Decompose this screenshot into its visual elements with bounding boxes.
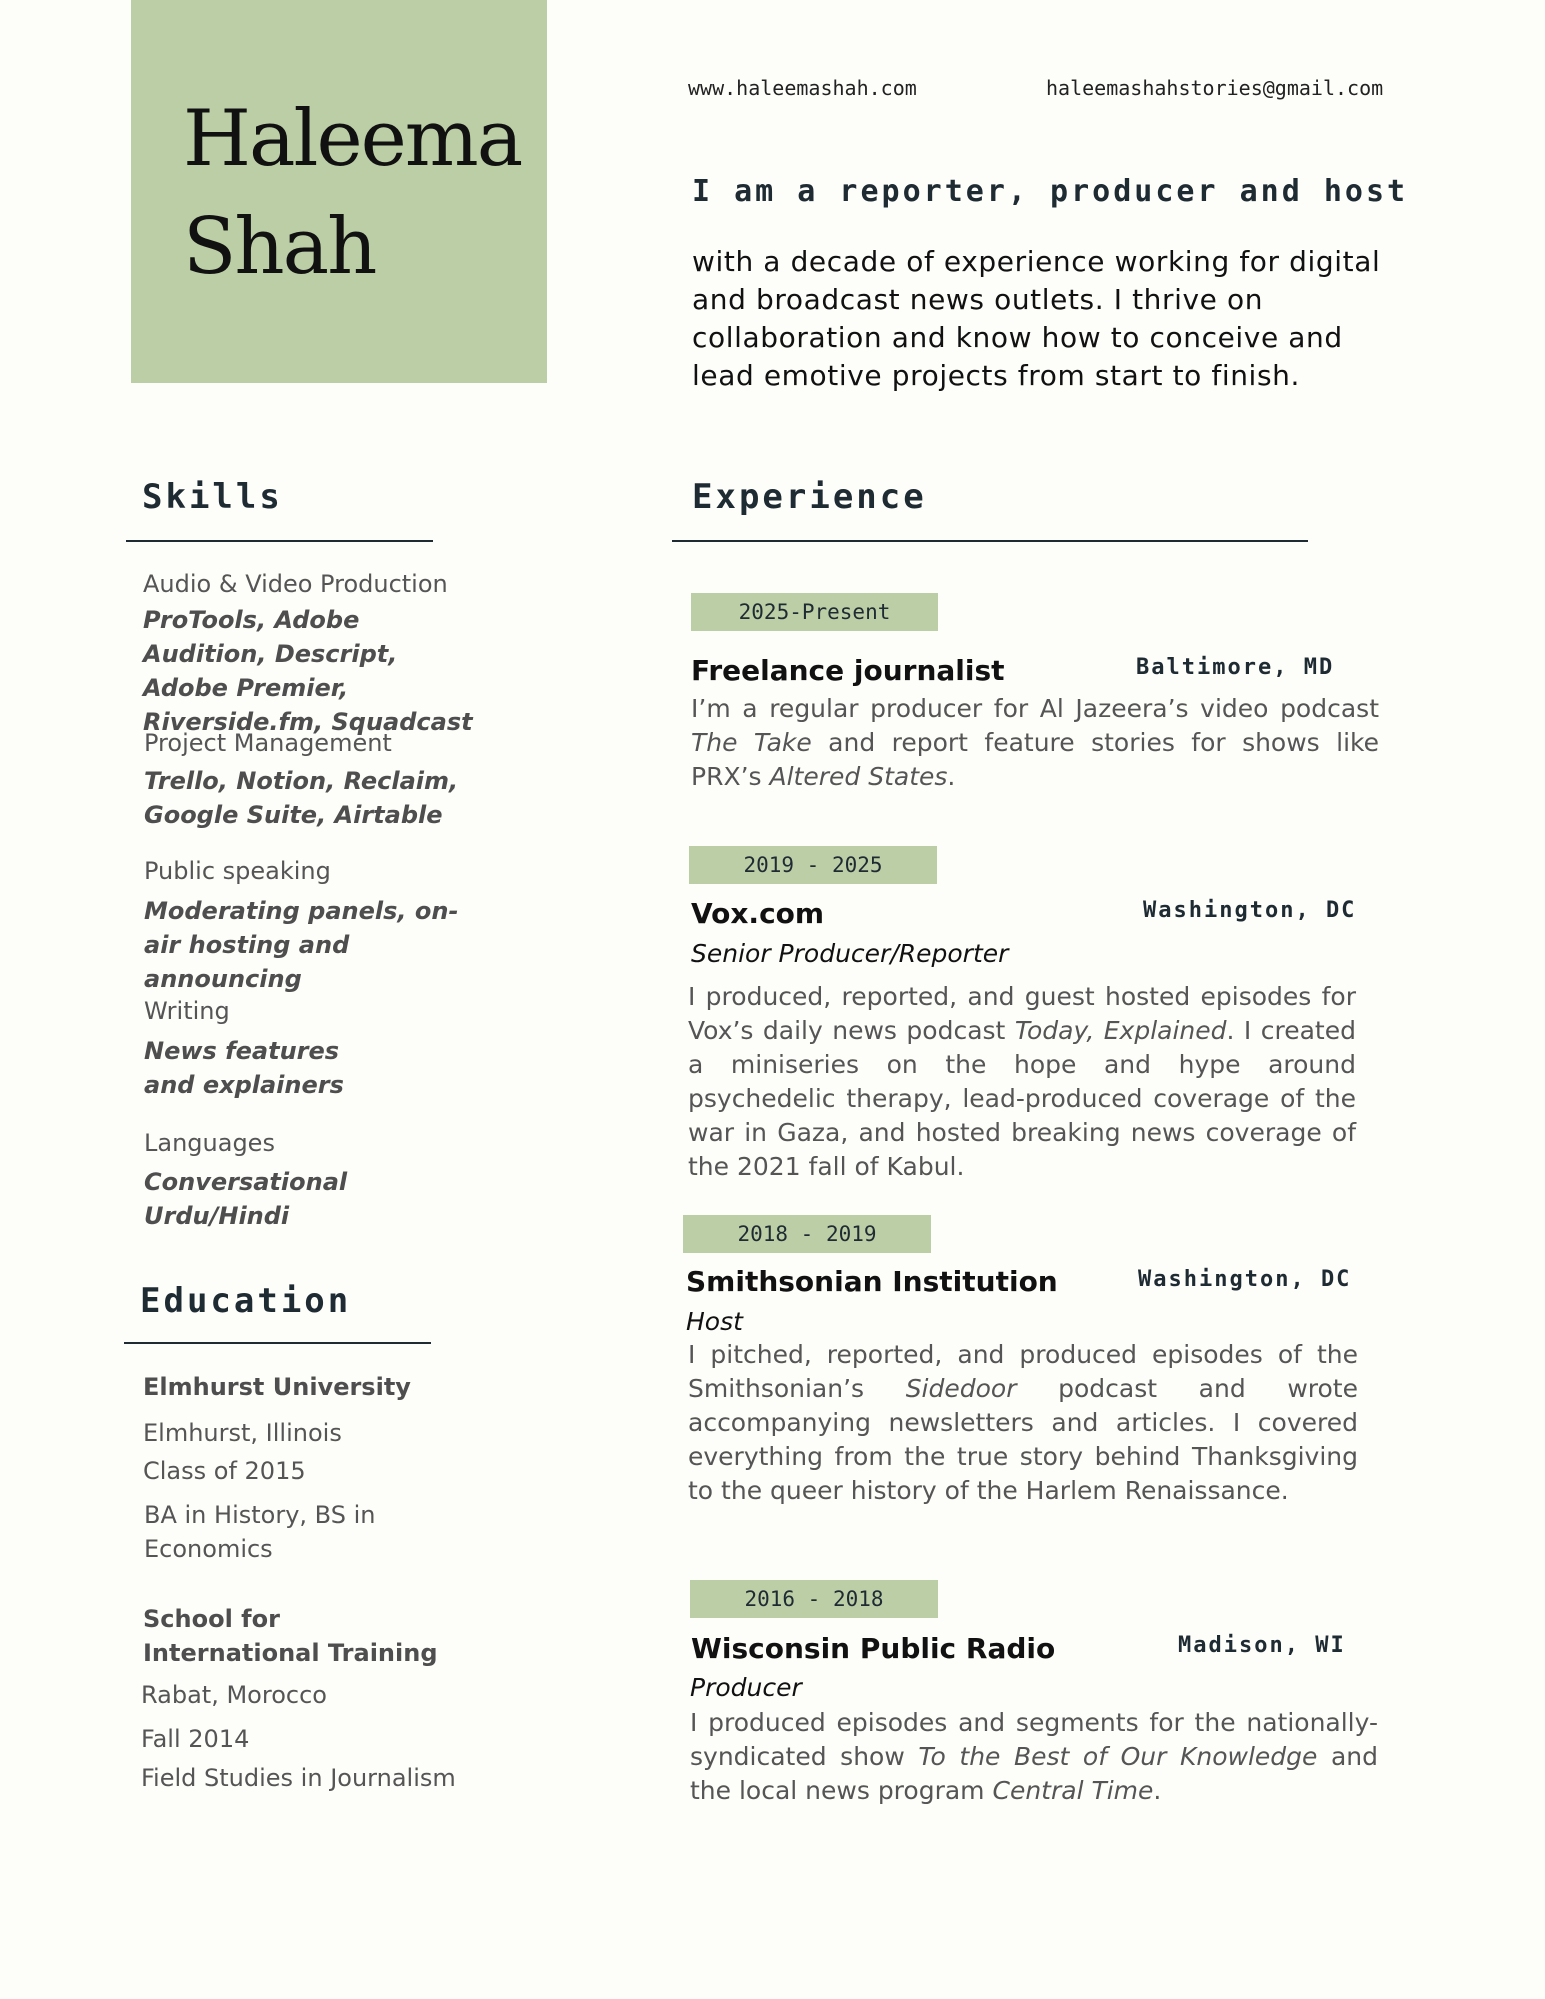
experience-divider (672, 540, 1308, 542)
job-dates: 2025-Present (691, 593, 938, 631)
experience-title: Experience (692, 477, 927, 517)
skill-tools: Moderating panels, on-air hosting and announcing (144, 897, 459, 993)
school-name: Elmhurst University (143, 1373, 411, 1401)
job-employer: Freelance journalist (691, 654, 1005, 687)
skill-tools: ProTools, Adobe Audition, Descript, Adobe Premier, Riverside.fm, Squadcast (143, 606, 473, 736)
headline: I am a reporter, producer and host (692, 174, 1409, 209)
job-location: Baltimore, MD (1136, 655, 1335, 680)
school-degree: BA in History, BS in Economics (144, 1501, 376, 1563)
skill-heading: Languages (144, 1129, 275, 1157)
skills-divider (126, 540, 433, 542)
skill-tools: Trello, Notion, Reclaim, Google Suite, Airtable (144, 767, 459, 829)
skill-heading: Writing (144, 997, 230, 1025)
skill-tools: News features and explainers (144, 1037, 344, 1099)
job-description: I pitched, reported, and produced episodes of the Smithsonian’s Sidedoor podcast and wrote accompanying newsletters and articles. I covered everything from the true story behind Thanksgiving to the queer history of the Harlem Renaissance. (688, 1340, 1358, 1505)
job-role: Host (686, 1307, 743, 1336)
skill-heading: Audio & Video Production (143, 570, 448, 598)
school-location: Elmhurst, Illinois (143, 1419, 342, 1447)
name-block (131, 0, 547, 383)
job-location: Madison, WI (1178, 1633, 1346, 1658)
job-location: Washington, DC (1143, 898, 1357, 923)
show-title: To the Best of Our Knowledge (918, 1742, 1318, 1771)
job-location: Washington, DC (1138, 1267, 1352, 1292)
school-date: Class of 2015 (143, 1457, 306, 1485)
school-degree: Field Studies in Journalism (141, 1764, 456, 1792)
email-link[interactable]: haleemashahstories@gmail.com (1046, 76, 1384, 100)
summary: with a decade of experience working for digital and broadcast news outlets. I thrive on collaboration and know how to conceive and lead emotive projects from start to finish. (692, 245, 1381, 392)
education-title: Education (140, 1281, 352, 1321)
education-divider (124, 1342, 431, 1344)
job-dates: 2018 - 2019 (683, 1215, 931, 1253)
show-title: Sidedoor (905, 1374, 1017, 1403)
skills-title: Skills (142, 477, 283, 517)
website-link[interactable]: www.haleemashah.com (688, 76, 917, 100)
job-employer: Vox.com (691, 897, 825, 930)
job-role: Producer (690, 1673, 802, 1702)
show-title: Central Time (992, 1776, 1154, 1805)
job-employer: Smithsonian Institution (686, 1265, 1058, 1298)
school-name: School for International Training (143, 1605, 438, 1667)
show-title: The Take (691, 728, 812, 757)
show-title: Altered States (769, 762, 948, 791)
first-name: Haleema (183, 94, 522, 184)
last-name: Shah (183, 202, 376, 292)
skill-tools: Conversational Urdu/Hindi (144, 1168, 348, 1230)
skill-heading: Public speaking (144, 857, 331, 885)
job-description: I’m a regular producer for Al Jazeera’s video podcast The Take and report feature stories for shows like PRX’s Altered States. (691, 694, 1379, 791)
skill-heading: Project Management (144, 729, 392, 757)
job-description: I produced, reported, and guest hosted episodes for Vox’s daily news podcast Today, Explained. I created a miniseries on the hope and hype around psychedelic therapy, lead-produced coverage of the war in Gaza, and hosted breaking news coverage of the 2021 fall of Kabul. (688, 982, 1356, 1181)
job-role: Senior Producer/Reporter (691, 939, 1009, 968)
show-title: Today, Explained (1014, 1016, 1227, 1045)
job-description: I produced episodes and segments for the nationally-syndicated show To the Best of Our Knowledge and the local news program Central Time. (690, 1708, 1378, 1805)
job-dates: 2016 - 2018 (690, 1580, 938, 1618)
school-date: Fall 2014 (141, 1725, 250, 1753)
job-employer: Wisconsin Public Radio (691, 1632, 1056, 1665)
school-location: Rabat, Morocco (141, 1681, 327, 1709)
job-dates: 2019 - 2025 (689, 846, 937, 884)
